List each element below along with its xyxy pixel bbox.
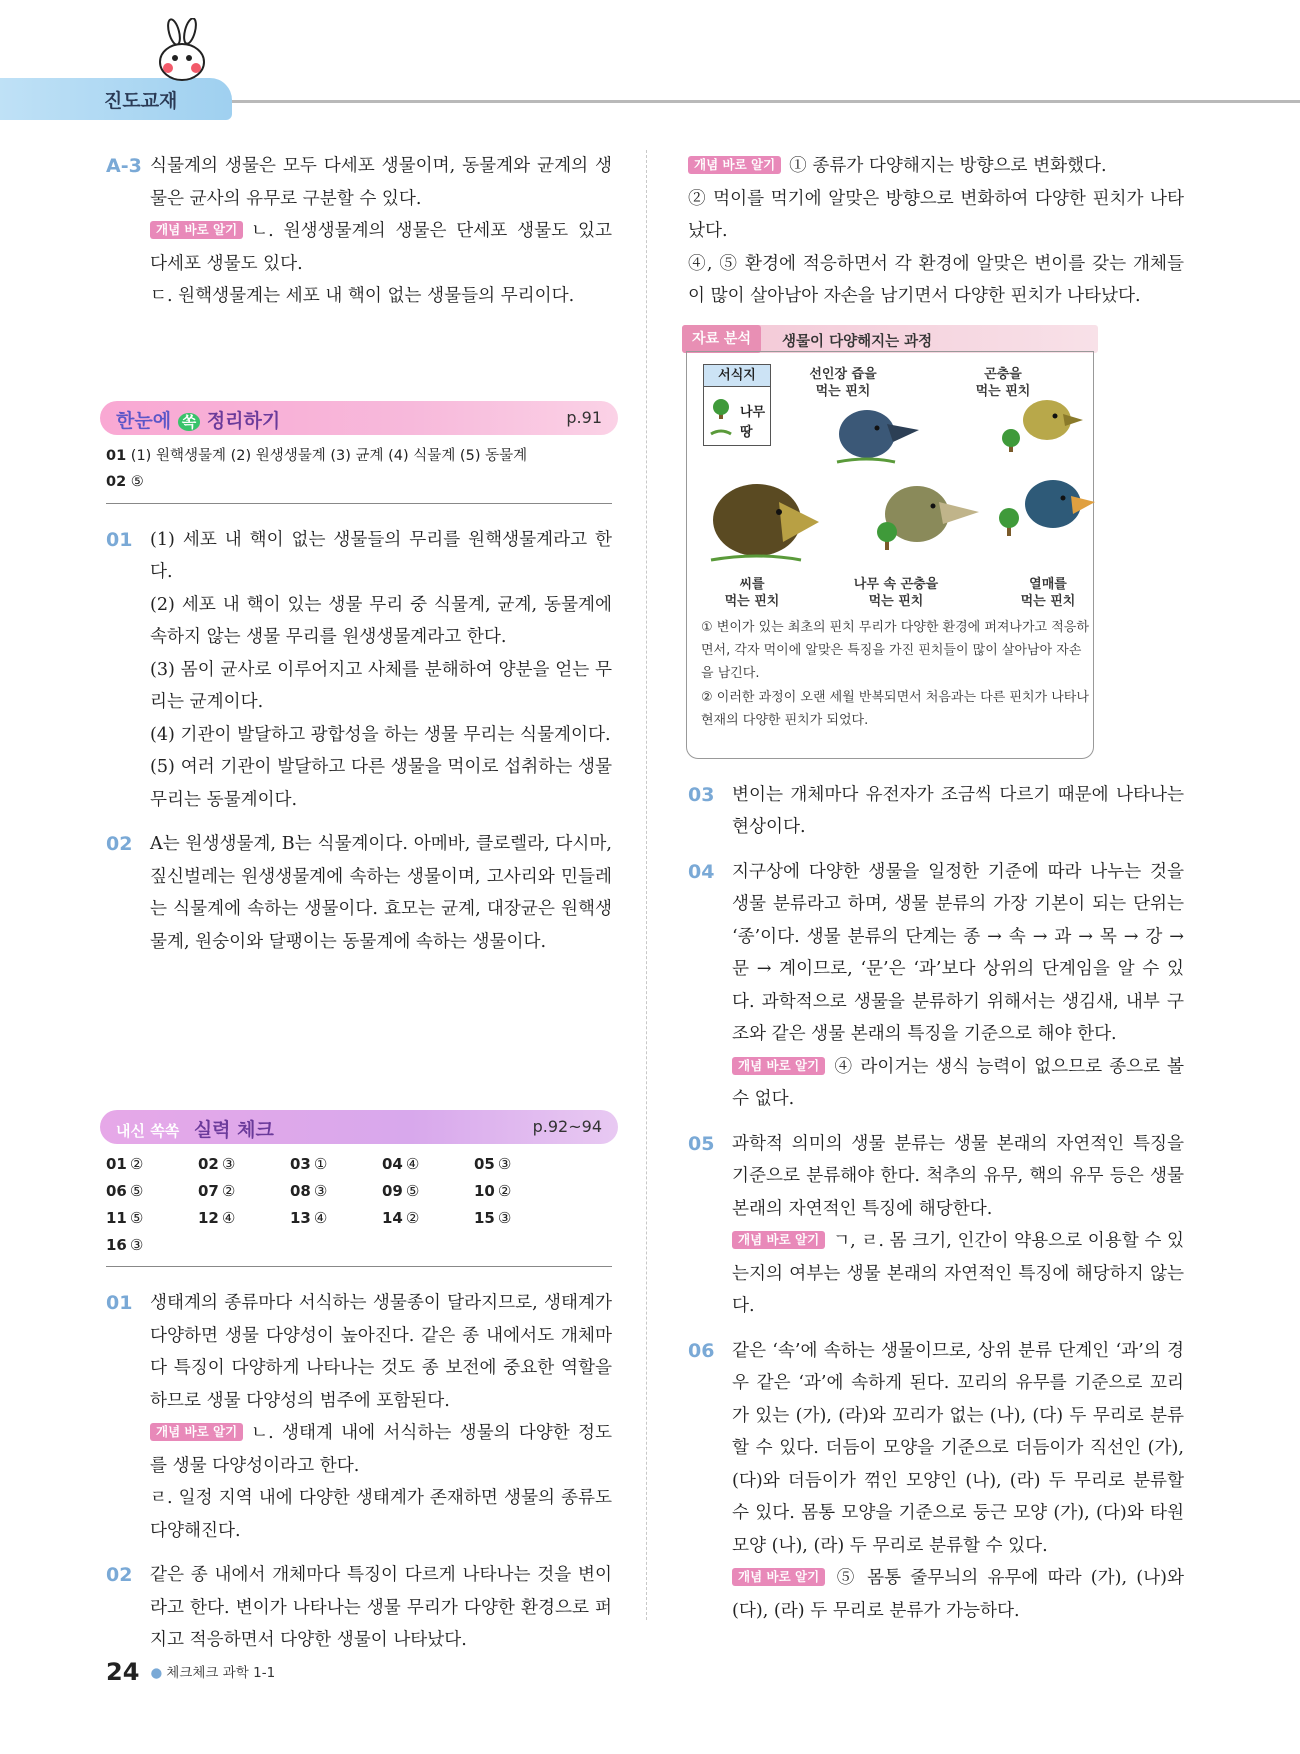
summary-answer-1: 01 (1) 원핵생물계 (2) 원생생물계 (3) 균계 (4) 식물계 (5) 동물계 xyxy=(106,447,528,464)
book-title: ● 체크체크 과학 1-1 xyxy=(150,1665,276,1681)
explanation-02 xyxy=(106,828,612,958)
banner-title: 내신 쏙쏙 실력 체크 xyxy=(116,1119,274,1141)
section-tag: 진도교재 xyxy=(104,90,178,112)
page-ref: p.92~94 xyxy=(532,1117,602,1136)
explanation-line: (4) 기관이 발달하고 광합성을 하는 생물 무리는 식물계이다. xyxy=(150,724,611,745)
concept-note: 개념 바로 알기 ㄱ, ㄹ. 몸 크기, 인간이 약용으로 이용할 수 있는지의 여부는 생물 본래의 자연적인 특징에 해당하지 않는다. xyxy=(732,1231,1184,1316)
concept-block xyxy=(688,150,1184,313)
item-number: 02 xyxy=(106,1564,133,1586)
answer-cell: 10 ② xyxy=(474,1182,512,1200)
caption-wood-insect: 나무 속 곤충을 먹는 핀치 xyxy=(853,576,939,609)
concept-note: ㄹ. 일정 지역 내에 다양한 생태계가 존재하면 생물의 종류도 다양해진다. xyxy=(150,1488,612,1541)
answer-cell: 06 ⑤ xyxy=(106,1182,144,1200)
page-number: 24 xyxy=(106,1658,140,1686)
explanation-text: 지구상에 다양한 생물을 일정한 기준에 따라 나누는 것을 생물 분류라고 하며, 생물 분류의 가장 기본이 되는 단위는 ‘종’이다. 생물 분류의 단계는 종 → 속 → 과 → 목 → 강 → 문 → 계이므로, ‘문’은 ‘과’보다 상위의 단계임을 알 수 있다. 과학적으로 생물을 분류하기 위해서는 생김새, 내부 구조와 같은 생물 본래의 특징을 기준으로 해야 한다. xyxy=(732,861,1184,1044)
answer-a3 xyxy=(106,150,612,313)
explanation-text: 같은 ‘속’에 속하는 생물이므로, 상위 분류 단계인 ‘과’의 경우 같은 ‘과’에 속하게 된다. 꼬리의 유무를 기준으로 꼬리가 있는 (가), (라)와 꼬리가 없는 (나), (다) 두 무리로 분류할 수 있다. 더듬이 모양을 기준으로 더듬이가 직선인 (가), (다)와 더듬이가 꺾인 모양인 (나), (라) 두 무리로 분류할 수 있다. 몸통 모양을 기준으로 둥근 모양 (가), (다)와 타원 모양 (나), (라) 두 무리로 분류할 수 있다. xyxy=(732,1340,1184,1556)
item-number: 05 xyxy=(688,1132,715,1155)
summary-banner xyxy=(100,401,618,435)
answer-cell: 04 ④ xyxy=(382,1155,420,1173)
item-number: 02 xyxy=(106,833,133,855)
header-rule xyxy=(200,100,1300,103)
caption-insect: 곤충을 먹는 핀치 xyxy=(975,366,1031,399)
answer-cell: 14 ② xyxy=(382,1209,420,1227)
divider-rule xyxy=(106,503,612,504)
answer-cell: 15 ③ xyxy=(474,1209,512,1227)
caption-cactus: 선인장 즙을 먹는 핀치 xyxy=(809,366,877,399)
caption-fruit: 열매를 먹는 핀치 xyxy=(1020,576,1076,609)
ground-icon xyxy=(710,427,732,437)
concept-note: ㄷ. 원핵생물계는 세포 내 핵이 없는 생물들의 무리이다. xyxy=(150,286,575,306)
item-number: 01 xyxy=(106,1292,133,1314)
page-footer xyxy=(106,1658,275,1686)
legend-ground: 땅 xyxy=(740,424,753,440)
diagram-note-2: ② 이러한 과정이 오랜 세월 반복되면서 처음과는 다른 핀치가 나타나 현재의 다양한 핀치가 되었다. xyxy=(701,689,1089,728)
item-number: A-3 xyxy=(106,155,142,177)
box-label: 자료 분석 xyxy=(682,325,761,353)
item-number: 04 xyxy=(688,860,715,883)
answer-cell: 12 ④ xyxy=(198,1209,236,1227)
check-explanation-01 xyxy=(106,1287,612,1547)
item-number: 01 xyxy=(106,528,133,551)
explanation-03 xyxy=(688,779,1184,844)
right-column xyxy=(688,150,1184,1639)
answer-cell: 03 ① xyxy=(290,1155,328,1173)
concept-note: 개념 바로 알기 ㄴ. 생태계 내에 서식하는 생물의 다양한 정도를 생물 다양성이라고 한다. xyxy=(150,1423,612,1476)
explanation-04 xyxy=(688,856,1184,1116)
diagram-note-1: ① 변이가 있는 최초의 핀치 무리가 다양한 환경에 퍼져나가고 적응하면서, 각자 먹이에 알맞은 특징을 가진 핀치들이 많이 살아남아 자손을 남긴다. xyxy=(701,619,1089,681)
insect-finch-icon xyxy=(1002,400,1083,452)
answer-cell: 07 ② xyxy=(198,1182,236,1200)
banner-title: 한눈에 쏙 정리하기 xyxy=(116,409,281,432)
answer-grid xyxy=(106,1152,612,1258)
box-title: 생물이 다양해지는 과정 xyxy=(782,333,933,350)
box-header xyxy=(682,325,1098,353)
explanation-text: 변이는 개체마다 유전자가 조금씩 다르기 때문에 나타나는 현상이다. xyxy=(732,784,1184,837)
cactus-finch-icon xyxy=(837,410,919,462)
answer-cell: 05 ③ xyxy=(474,1155,512,1173)
explanation-line: (2) 세포 내 핵이 있는 생물 무리 중 식물계, 균계, 동물계에 속하지 않는 생물 무리를 원생생물계라고 한다. xyxy=(150,594,612,647)
answer-cell: 01 ② xyxy=(106,1155,144,1173)
item-number: 06 xyxy=(688,1339,715,1362)
answer-cell: 13 ④ xyxy=(290,1209,328,1227)
legend-title: 서식지 xyxy=(704,365,770,387)
summary-answer-2: 02 ⑤ xyxy=(106,473,144,490)
explanation-line: (3) 몸이 균사로 이루어지고 사체를 분해하여 양분을 얻는 무리는 균계이다. xyxy=(150,659,612,712)
answer-cell: 02 ③ xyxy=(198,1155,236,1173)
explanation-line: (5) 여러 기관이 발달하고 다른 생물을 먹이로 섭취하는 생물 무리는 동물계이다. xyxy=(150,757,612,810)
concept-pill: 개념 바로 알기 xyxy=(732,1231,825,1249)
habitat-legend xyxy=(703,364,771,446)
concept-pill: 개념 바로 알기 xyxy=(688,156,781,174)
answer-cell: 16 ③ xyxy=(106,1236,144,1254)
left-column xyxy=(106,150,612,1669)
caption-seed: 씨를 먹는 핀치 xyxy=(724,576,780,609)
seed-finch-icon xyxy=(711,484,819,560)
concept-pill: 개념 바로 알기 xyxy=(732,1568,825,1586)
concept-pill: 개념 바로 알기 xyxy=(732,1057,825,1075)
bullet-icon: ● xyxy=(150,1665,163,1681)
concept-note: ④, ⑤ 환경에 적응하면서 각 환경에 알맞은 변이를 갖는 개체들이 많이 살아남아 자손을 남기면서 다양한 핀치가 나타났다. xyxy=(688,253,1184,306)
skill-check-banner xyxy=(100,1110,618,1144)
concept-note: 개념 바로 알기 ① 종류가 다양해지는 방향으로 변화했다. xyxy=(688,150,1184,183)
explanation-text: 생태계의 종류마다 서식하는 생물종이 달라지므로, 생태계가 다양하면 생물 다양성이 높아진다. 같은 종 내에서도 개체마다 특징이 다양하게 나타나는 것도 종 보전에 중요한 역할을 하므로 생물 다양성의 범주에 포함된다. xyxy=(150,1293,612,1411)
answer-cell: 11 ⑤ xyxy=(106,1209,144,1227)
divider-rule xyxy=(106,1266,612,1267)
check-explanation-02 xyxy=(106,1559,612,1657)
explanation-text: 같은 종 내에서 개체마다 특징이 다르게 나타나는 것을 변이라고 한다. 변이가 나타나는 생물 무리가 다양한 환경으로 퍼지고 적응하면서 다양한 생물이 나타났다. xyxy=(150,1565,612,1650)
answer-text: 식물계의 생물은 모두 다세포 생물이며, 동물계와 균계의 생물은 균사의 유무로 구분할 수 있다. xyxy=(150,156,612,209)
fruit-finch-icon xyxy=(999,480,1095,536)
explanation-text: 과학적 의미의 생물 분류는 생물 본래의 자연적인 특징을 기준으로 분류해야 한다. 척추의 유무, 핵의 유무 등은 생물 본래의 자연적인 특징에 해당한다. xyxy=(732,1133,1184,1219)
page-ref: p.91 xyxy=(566,407,602,427)
concept-note: 개념 바로 알기 ㄴ. 원생생물계의 생물은 단세포 생물도 있고 다세포 생물도 있다. xyxy=(150,221,612,274)
legend-tree: 나무 xyxy=(740,404,766,420)
column-divider xyxy=(646,150,647,1620)
item-number: 03 xyxy=(688,783,715,806)
explanation-05 xyxy=(688,1128,1184,1323)
data-analysis-box xyxy=(682,325,1098,759)
answer-cell: 08 ③ xyxy=(290,1182,328,1200)
concept-note: ② 먹이를 먹기에 알맞은 방향으로 변화하여 다양한 핀치가 나타났다. xyxy=(688,188,1184,241)
concept-pill: 개념 바로 알기 xyxy=(150,1423,243,1441)
explanation-06 xyxy=(688,1335,1184,1628)
answer-cell: 09 ⑤ xyxy=(382,1182,420,1200)
concept-note: 개념 바로 알기 ④ 라이거는 생식 능력이 없으므로 종으로 볼 수 없다. xyxy=(732,1056,1184,1109)
explanation-text: A는 원생생물계, B는 식물계이다. 아메바, 클로렐라, 다시마, 짚신벌레는 원생생물계에 속하는 생물이며, 고사리와 민들레는 식물계에 속하는 생물이다. 효모는 균계, 대장균은 원핵생물계, 원숭이와 달팽이는 동물계에 속하는 생물이다. xyxy=(150,834,612,952)
concept-pill: 개념 바로 알기 xyxy=(150,221,243,239)
explanation-01 xyxy=(106,524,612,817)
woodpecker-finch-icon xyxy=(877,486,979,550)
rabbit-mascot-icon xyxy=(148,18,218,88)
tree-icon xyxy=(710,397,732,421)
concept-note: 개념 바로 알기 ⑤ 몸통 줄무늬의 유무에 따라 (가), (나)와 (다), (라) 두 무리로 분류가 가능하다. xyxy=(732,1568,1184,1621)
finch-diagram xyxy=(686,351,1094,759)
explanation-line: (1) 세포 내 핵이 없는 생물들의 무리를 원핵생물계라고 한다. xyxy=(150,529,612,582)
